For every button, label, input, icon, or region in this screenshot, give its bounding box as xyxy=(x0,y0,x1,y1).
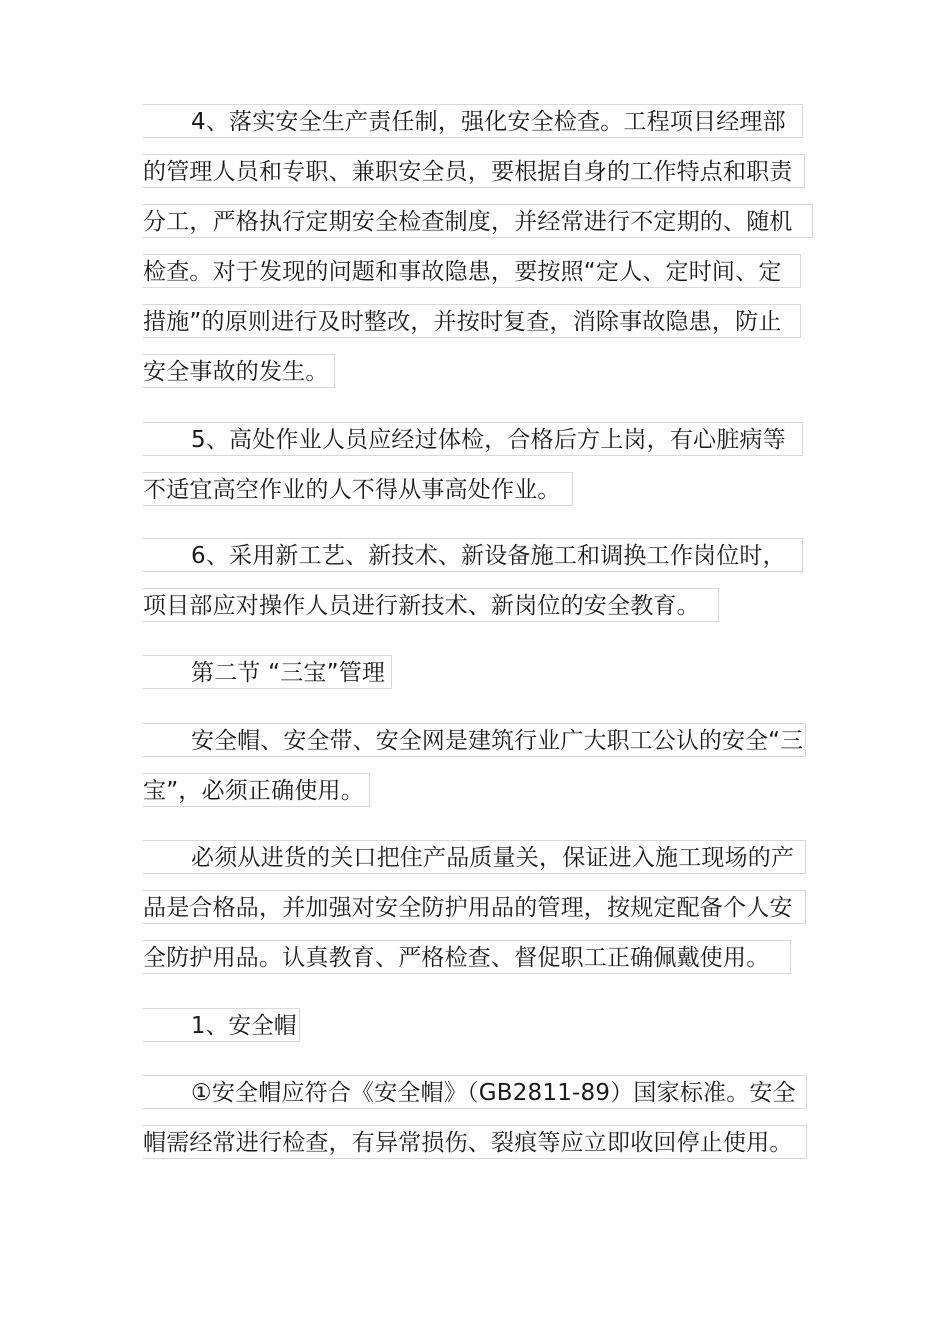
text-line: 6、采用新工艺、新技术、新设备施工和调换工作岗位时， xyxy=(143,538,803,572)
text-line: 不适宜高空作业的人不得从事高处作业。 xyxy=(143,472,573,506)
text-line: 安全事故的发生。 xyxy=(143,354,335,388)
text-line: 必须从进货的关口把住产品质量关，保证进入施工现场的产 xyxy=(143,840,806,874)
item-title: 1、安全帽 xyxy=(143,1008,300,1042)
text-line: 检查。对于发现的问题和事故隐患，要按照“定人、定时间、定 xyxy=(143,254,801,288)
text-line: 全防护用品。认真教育、严格检查、督促职工正确佩戴使用。 xyxy=(143,940,791,974)
text-line: 宝”，必须正确使用。 xyxy=(143,773,370,807)
text-line: 分工，严格执行定期安全检查制度，并经常进行不定期的、随机 xyxy=(143,204,813,238)
text-line: ①安全帽应符合《安全帽》（GB2811-89）国家标准。安全 xyxy=(143,1075,807,1109)
text-line: 帽需经常进行检查，有异常损伤、裂痕等应立即收回停止使用。 xyxy=(143,1125,807,1159)
text-line: 5、高处作业人员应经过体检，合格后方上岗，有心脏病等 xyxy=(143,422,803,456)
section-title: 第二节 “三宝”管理 xyxy=(143,655,392,689)
text-line: 品是合格品，并加强对安全防护用品的管理，按规定配备个人安 xyxy=(143,890,806,924)
text-line: 的管理人员和专职、兼职安全员，要根据自身的工作特点和职责 xyxy=(143,154,805,188)
text-line: 安全帽、安全带、安全网是建筑行业广大职工公认的安全“三 xyxy=(143,723,806,757)
text-line: 项目部应对操作人员进行新技术、新岗位的安全教育。 xyxy=(143,588,719,622)
text-line: 措施”的原则进行及时整改，并按时复查，消除事故隐患，防止 xyxy=(143,304,801,338)
text-line: 4、落实安全生产责任制，强化安全检查。工程项目经理部 xyxy=(143,104,803,138)
